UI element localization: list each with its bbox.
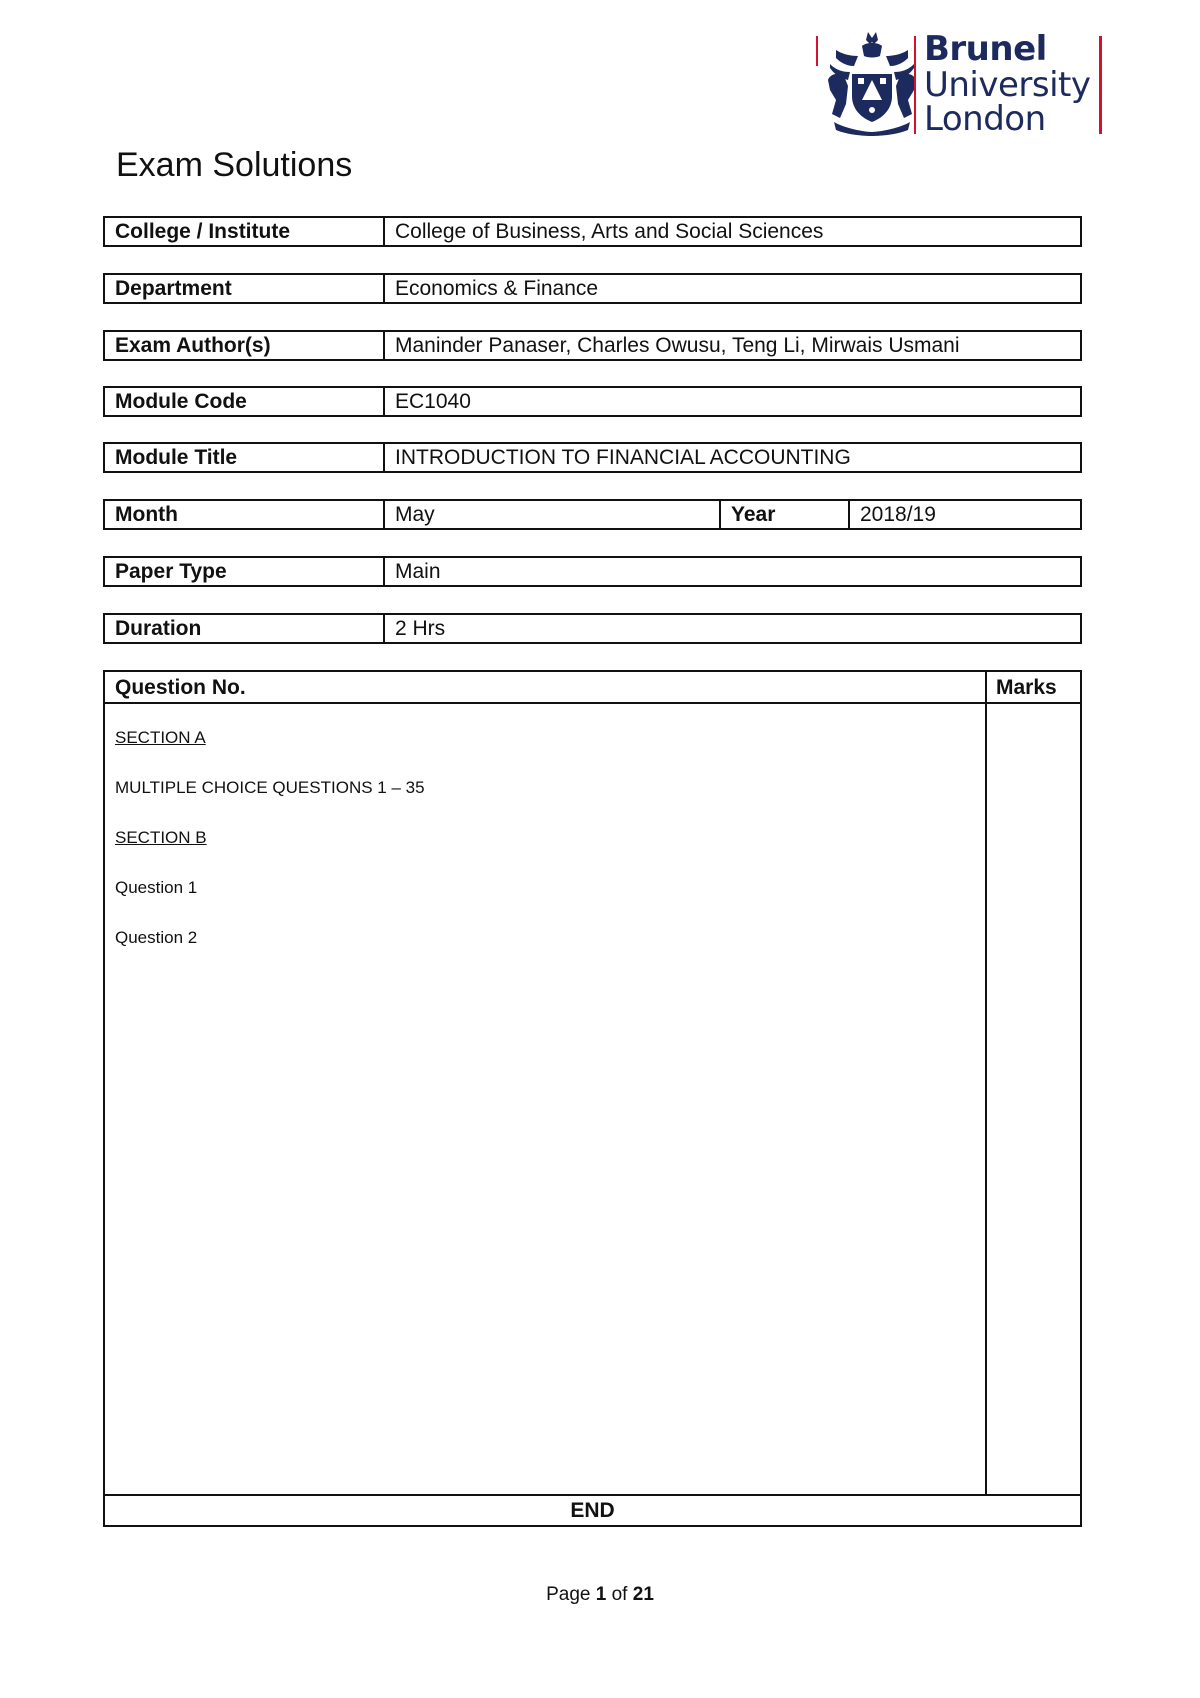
question-table-header [105,672,1080,704]
marks-column-header: Marks [996,676,1057,699]
brunel-logo [816,30,1106,138]
page-sep: of [611,1584,628,1605]
field-value: EC1040 [395,389,471,413]
field-row-month-year [103,499,1082,530]
page-title: Exam Solutions [116,146,353,184]
section-heading: SECTION B [115,828,207,847]
logo-divider [914,36,916,134]
field-value: 2 Hrs [395,616,446,640]
field-label: Module Code [105,388,385,415]
field-value: Maninder Panaser, Charles Owusu, Teng Li, Mirwais Usmani [395,333,960,357]
logo-accent-bar-right [1099,36,1102,134]
column-divider [985,672,987,1496]
field-value: Main [395,559,441,583]
field-row-paper-type [103,556,1082,587]
field-label: Month [105,501,385,528]
list-item: MULTIPLE CHOICE QUESTIONS 1 – 35 [115,778,425,797]
logo-line-2: University [924,65,1091,105]
field-label: College / Institute [105,218,385,245]
page-total: 21 [632,1584,654,1605]
field-value: INTRODUCTION TO FINANCIAL ACCOUNTING [395,445,851,469]
logo-accent-bar [816,36,818,66]
field-row-duration [103,613,1082,644]
field-value: College of Business, Arts and Social Sciences [395,219,824,243]
list-item: Question 2 [115,928,198,947]
field-value: 2018/19 [860,502,936,526]
field-row-department [103,273,1082,304]
page-current: 1 [595,1584,607,1605]
field-label: Module Title [105,444,385,471]
field-row-college [103,216,1082,247]
field-label: Exam Author(s) [105,332,385,359]
field-label: Year [721,501,850,528]
question-table [103,670,1082,1527]
page-prefix: Page [546,1584,591,1605]
field-label: Duration [105,615,385,642]
field-value: Economics & Finance [395,276,599,300]
section-heading: SECTION A [115,728,206,747]
field-row-authors [103,330,1082,361]
logo-line-3: London [924,99,1046,139]
field-label: Paper Type [105,558,385,585]
field-row-module-code [103,386,1082,417]
question-list [115,728,425,978]
question-column-header: Question No. [115,676,246,699]
field-label: Department [105,275,385,302]
list-item: Question 1 [115,878,198,897]
logo-line-1: Brunel [924,29,1047,69]
page-number [0,1584,1200,1606]
crest-icon [824,30,920,136]
field-row-module-title [103,442,1082,473]
field-value: May [385,501,721,528]
table-footer-end: END [105,1494,1080,1525]
